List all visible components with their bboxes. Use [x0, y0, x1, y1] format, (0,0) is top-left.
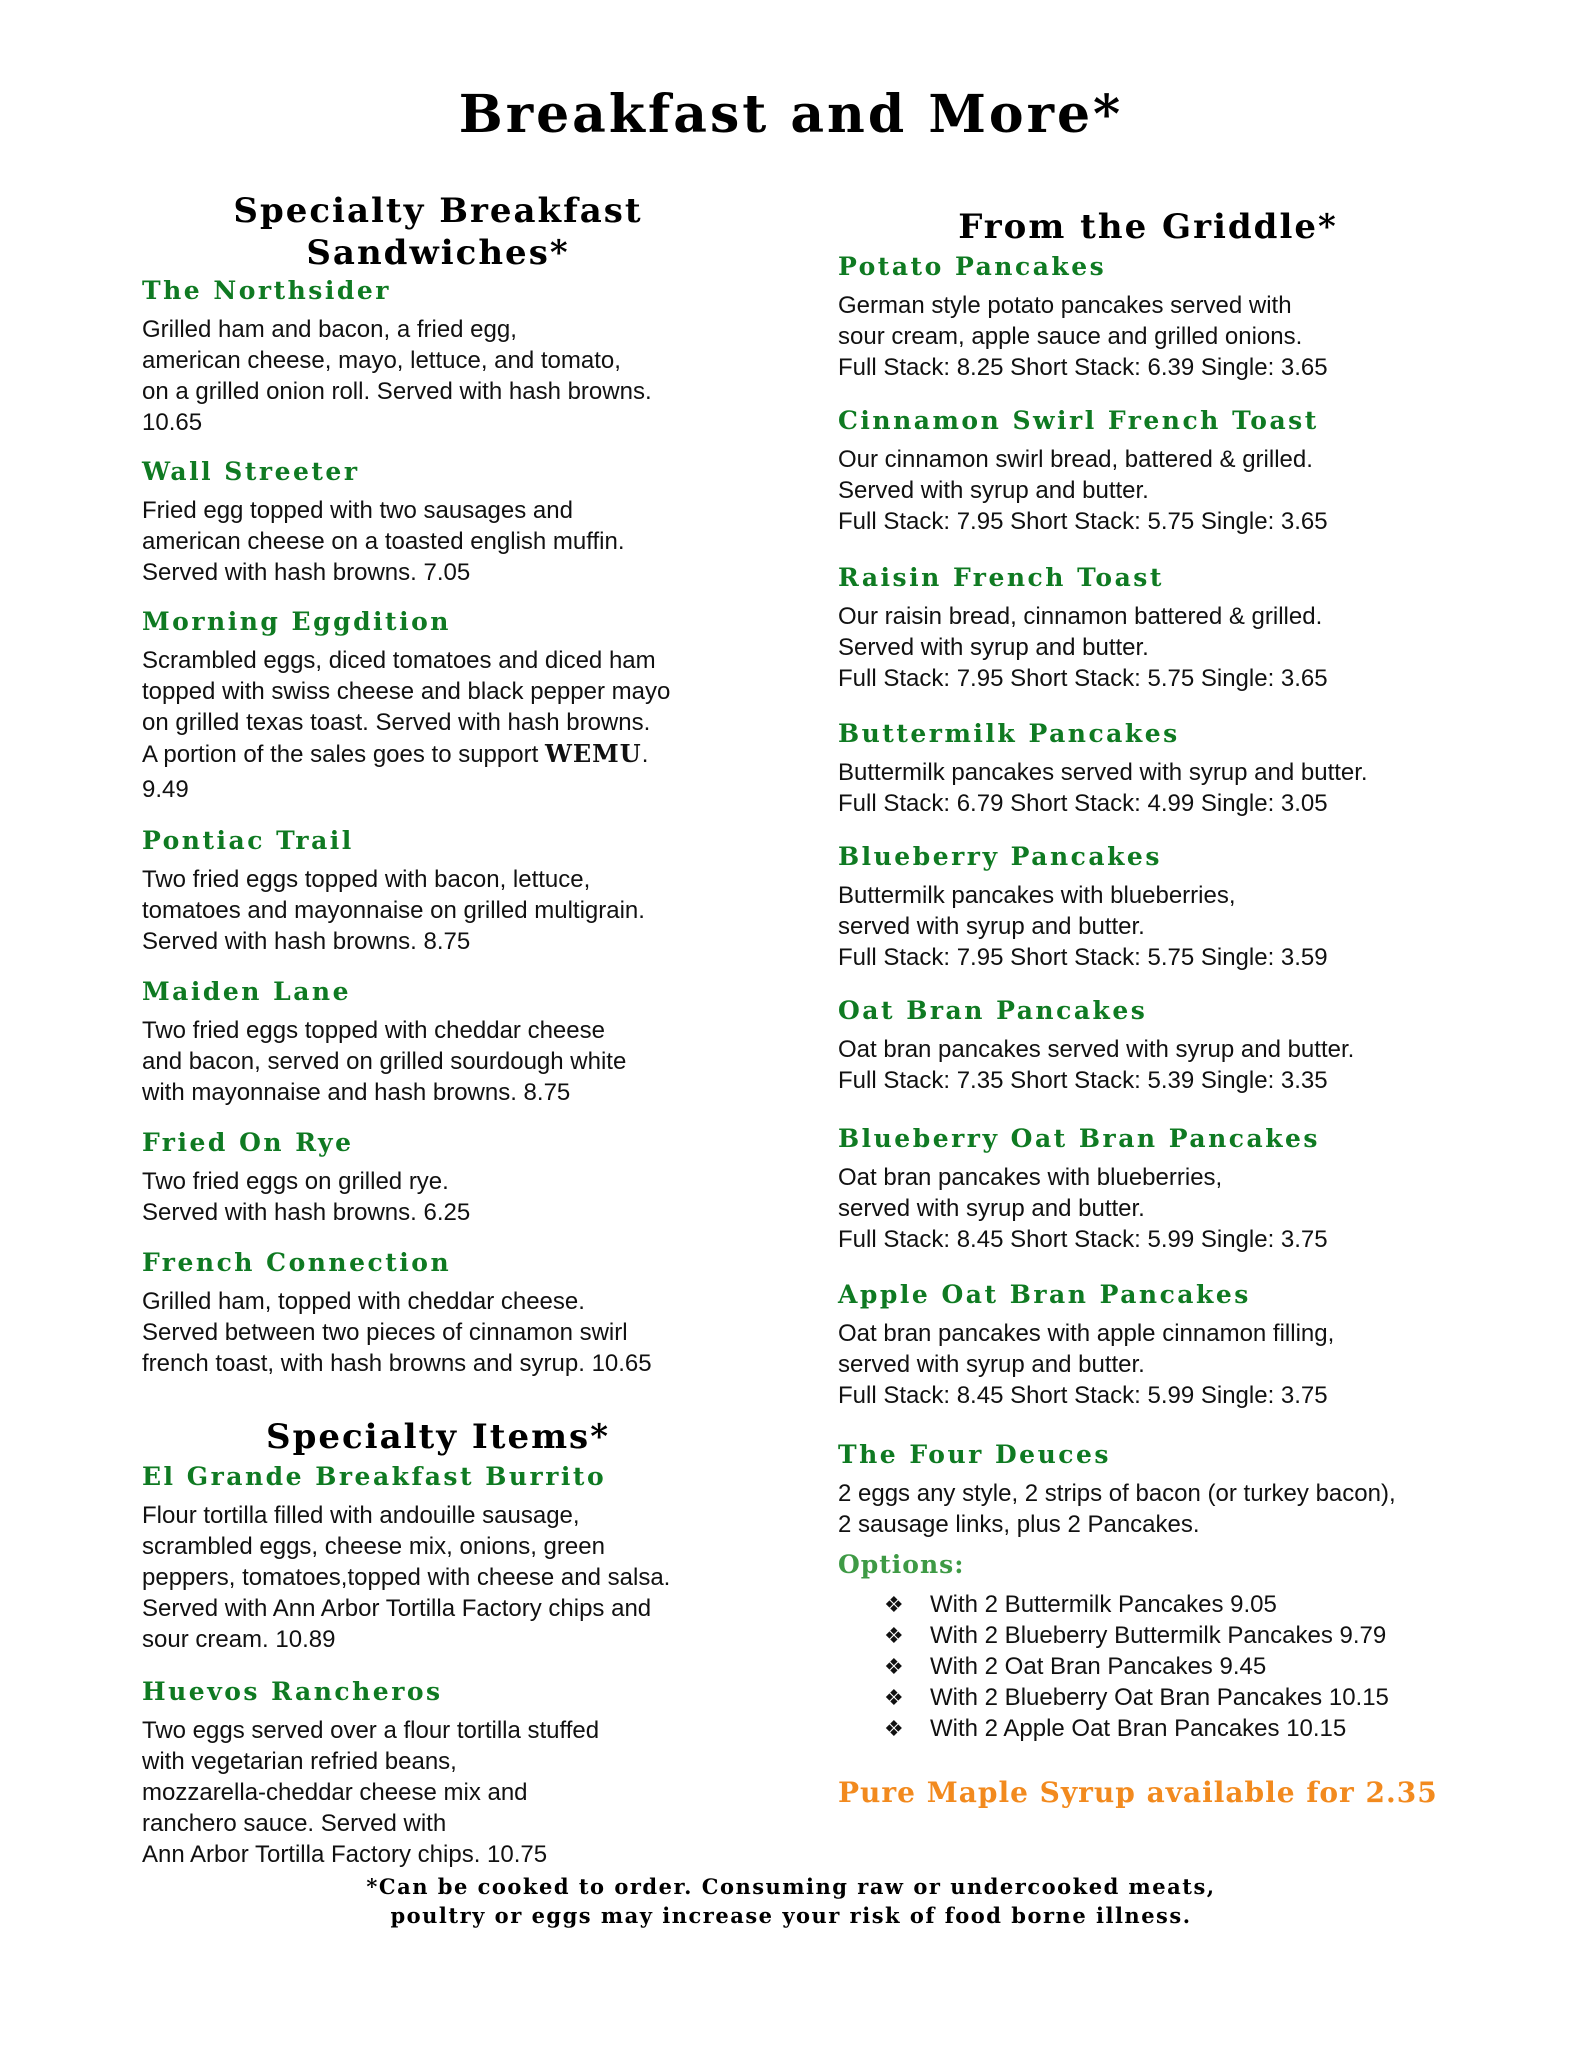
item-name: Oat Bran Pancakes	[838, 996, 1148, 1025]
menu-item	[142, 826, 645, 957]
menu-item	[142, 276, 652, 438]
option-item	[884, 1682, 1396, 1713]
diamond-bullet-icon: ❖	[884, 1716, 904, 1741]
item-description: Buttermilk pancakes served with syrup and butter. Full Stack: 6.79 Short Stack: 4.99 Single: 3.05	[838, 759, 1368, 817]
syrup-note: Pure Maple Syrup available for 2.35	[838, 1776, 1438, 1809]
item-description: Oat bran pancakes with apple cinnamon filling, served with syrup and butter. Full Stack: 8.45 Short Stack: 5.99 Single: 3.75	[838, 1320, 1335, 1409]
option-item	[884, 1713, 1396, 1744]
menu-item	[142, 1462, 670, 1655]
item-name: Buttermilk Pancakes	[838, 719, 1180, 748]
menu-item	[838, 1280, 1334, 1411]
item-description: Buttermilk pancakes with blueberries, served with syrup and butter. Full Stack: 7.95 Short Stack: 5.75 Single: 3.59	[838, 882, 1328, 971]
griddle-section-title: From the Griddle*	[958, 207, 1338, 247]
item-description: Grilled ham, topped with cheddar cheese. Served between two pieces of cinnamon swirl french toast, with hash browns and syrup. 10.65	[142, 1288, 652, 1377]
item-name: Blueberry Pancakes	[838, 842, 1162, 871]
item-description: Two fried eggs topped with cheddar cheese and bacon, served on grilled sourdough white with mayonnaise and hash browns. 8.75	[142, 1017, 627, 1106]
option-item	[884, 1620, 1396, 1651]
item-name: Morning Eggdition	[142, 607, 451, 636]
option-text: With 2 Blueberry Buttermilk Pancakes 9.79	[930, 1622, 1387, 1649]
item-name: Apple Oat Bran Pancakes	[838, 1280, 1251, 1309]
item-description: 2 eggs any style, 2 strips of bacon (or turkey bacon), 2 sausage links, plus 2 Pancakes.	[838, 1480, 1396, 1538]
item-name: Blueberry Oat Bran Pancakes	[838, 1124, 1321, 1153]
disclaimer-line1: *Can be cooked to order. Consuming raw or undercooked meats,	[366, 1874, 1216, 1899]
menu-item	[838, 996, 1354, 1096]
menu-item	[142, 607, 670, 805]
option-item	[884, 1651, 1396, 1682]
menu-item	[142, 457, 625, 588]
options-title: Options:	[838, 1550, 965, 1579]
item-description: Our cinnamon swirl bread, battered & grilled. Served with syrup and butter. Full Stack: 7.95 Short Stack: 5.75 Single: 3.65	[838, 446, 1328, 535]
disclaimer	[0, 1872, 1582, 1930]
support-text: A portion of the sales goes to support	[142, 741, 545, 768]
option-text: With 2 Apple Oat Bran Pancakes 10.15	[930, 1715, 1347, 1742]
page-title: Breakfast and More*	[458, 84, 1124, 145]
menu-item	[838, 563, 1328, 694]
sandwiches-title-line1: Specialty Breakfast	[233, 191, 643, 231]
option-text: With 2 Buttermilk Pancakes 9.05	[930, 1591, 1277, 1618]
menu-item	[142, 1677, 599, 1870]
item-name: Wall Streeter	[142, 457, 360, 486]
menu-item	[838, 252, 1328, 383]
diamond-bullet-icon: ❖	[884, 1592, 904, 1617]
item-name: Cinnamon Swirl French Toast	[838, 406, 1319, 435]
menu-item	[838, 719, 1368, 819]
menu-item	[142, 1128, 470, 1228]
menu-item	[838, 1440, 1396, 1744]
option-text: With 2 Oat Bran Pancakes 9.45	[930, 1653, 1267, 1680]
options-list	[838, 1589, 1396, 1744]
item-price: 9.49	[142, 776, 189, 803]
item-name: The Four Deuces	[838, 1440, 1111, 1469]
item-name: Huevos Rancheros	[142, 1677, 443, 1706]
menu-item	[838, 406, 1328, 537]
item-description: Fried egg topped with two sausages and american cheese on a toasted english muffin. Served with hash browns. 7.05	[142, 497, 625, 586]
item-name: Fried On Rye	[142, 1128, 354, 1157]
item-name: The Northsider	[142, 276, 391, 305]
item-description: Flour tortilla filled with andouille sausage, scrambled eggs, cheese mix, onions, green peppers, tomatoes,topped with cheese and salsa. Served with Ann Arbor Tortilla Factory chips and sour cream. 10.89	[142, 1502, 671, 1653]
menu-item	[838, 842, 1328, 973]
item-description: Two eggs served over a flour tortilla stuffed with vegetarian refried beans, mozzarella-cheddar cheese mix and ranchero sauce. Served with Ann Arbor Tortilla Factory chips. 10.75	[142, 1717, 600, 1868]
support-end: .	[641, 741, 649, 768]
disclaimer-line2: poultry or eggs may increase your risk of food borne illness.	[390, 1903, 1192, 1928]
item-description: Oat bran pancakes with blueberries, served with syrup and butter. Full Stack: 8.45 Short Stack: 5.99 Single: 3.75	[838, 1164, 1328, 1253]
sandwiches-section-title	[142, 190, 734, 274]
item-description: Our raisin bread, cinnamon battered & grilled. Served with syrup and butter. Full Stack: 7.95 Short Stack: 5.75 Single: 3.65	[838, 603, 1328, 692]
support-org: WEMU	[544, 739, 642, 768]
item-name: French Connection	[142, 1248, 452, 1277]
diamond-bullet-icon: ❖	[884, 1654, 904, 1679]
item-name: Potato Pancakes	[838, 252, 1107, 281]
diamond-bullet-icon: ❖	[884, 1623, 904, 1648]
item-description: Oat bran pancakes served with syrup and butter. Full Stack: 7.35 Short Stack: 5.39 Single: 3.35	[838, 1036, 1355, 1094]
menu-item	[142, 1248, 652, 1379]
menu-item	[838, 1124, 1328, 1255]
item-description: Two fried eggs topped with bacon, lettuce, tomatoes and mayonnaise on grilled multigrain. Served with hash browns. 8.75	[142, 866, 645, 955]
item-name: Raisin French Toast	[838, 563, 1164, 592]
sandwiches-title-line2: Sandwiches*	[306, 233, 570, 273]
option-item	[884, 1589, 1396, 1620]
item-name: Pontiac Trail	[142, 826, 354, 855]
item-description: Scrambled eggs, diced tomatoes and diced ham topped with swiss cheese and black pepper mayo on grilled texas toast. Served with hash browns.	[142, 647, 671, 736]
item-name: Maiden Lane	[142, 977, 351, 1006]
item-description: Two fried eggs on grilled rye. Served with hash browns. 6.25	[142, 1168, 471, 1226]
specialty-section-title: Specialty Items*	[266, 1417, 610, 1457]
item-description: German style potato pancakes served with sour cream, apple sauce and grilled onions. Full Stack: 8.25 Short Stack: 6.39 Single: 3.65	[838, 292, 1328, 381]
item-name: El Grande Breakfast Burrito	[142, 1462, 607, 1491]
diamond-bullet-icon: ❖	[884, 1685, 904, 1710]
item-support-line	[142, 738, 670, 770]
menu-item	[142, 977, 626, 1108]
option-text: With 2 Blueberry Oat Bran Pancakes 10.15	[930, 1684, 1389, 1711]
item-description: Grilled ham and bacon, a fried egg, american cheese, mayo, lettuce, and tomato, on a grilled onion roll. Served with hash browns. 10.65	[142, 316, 652, 436]
